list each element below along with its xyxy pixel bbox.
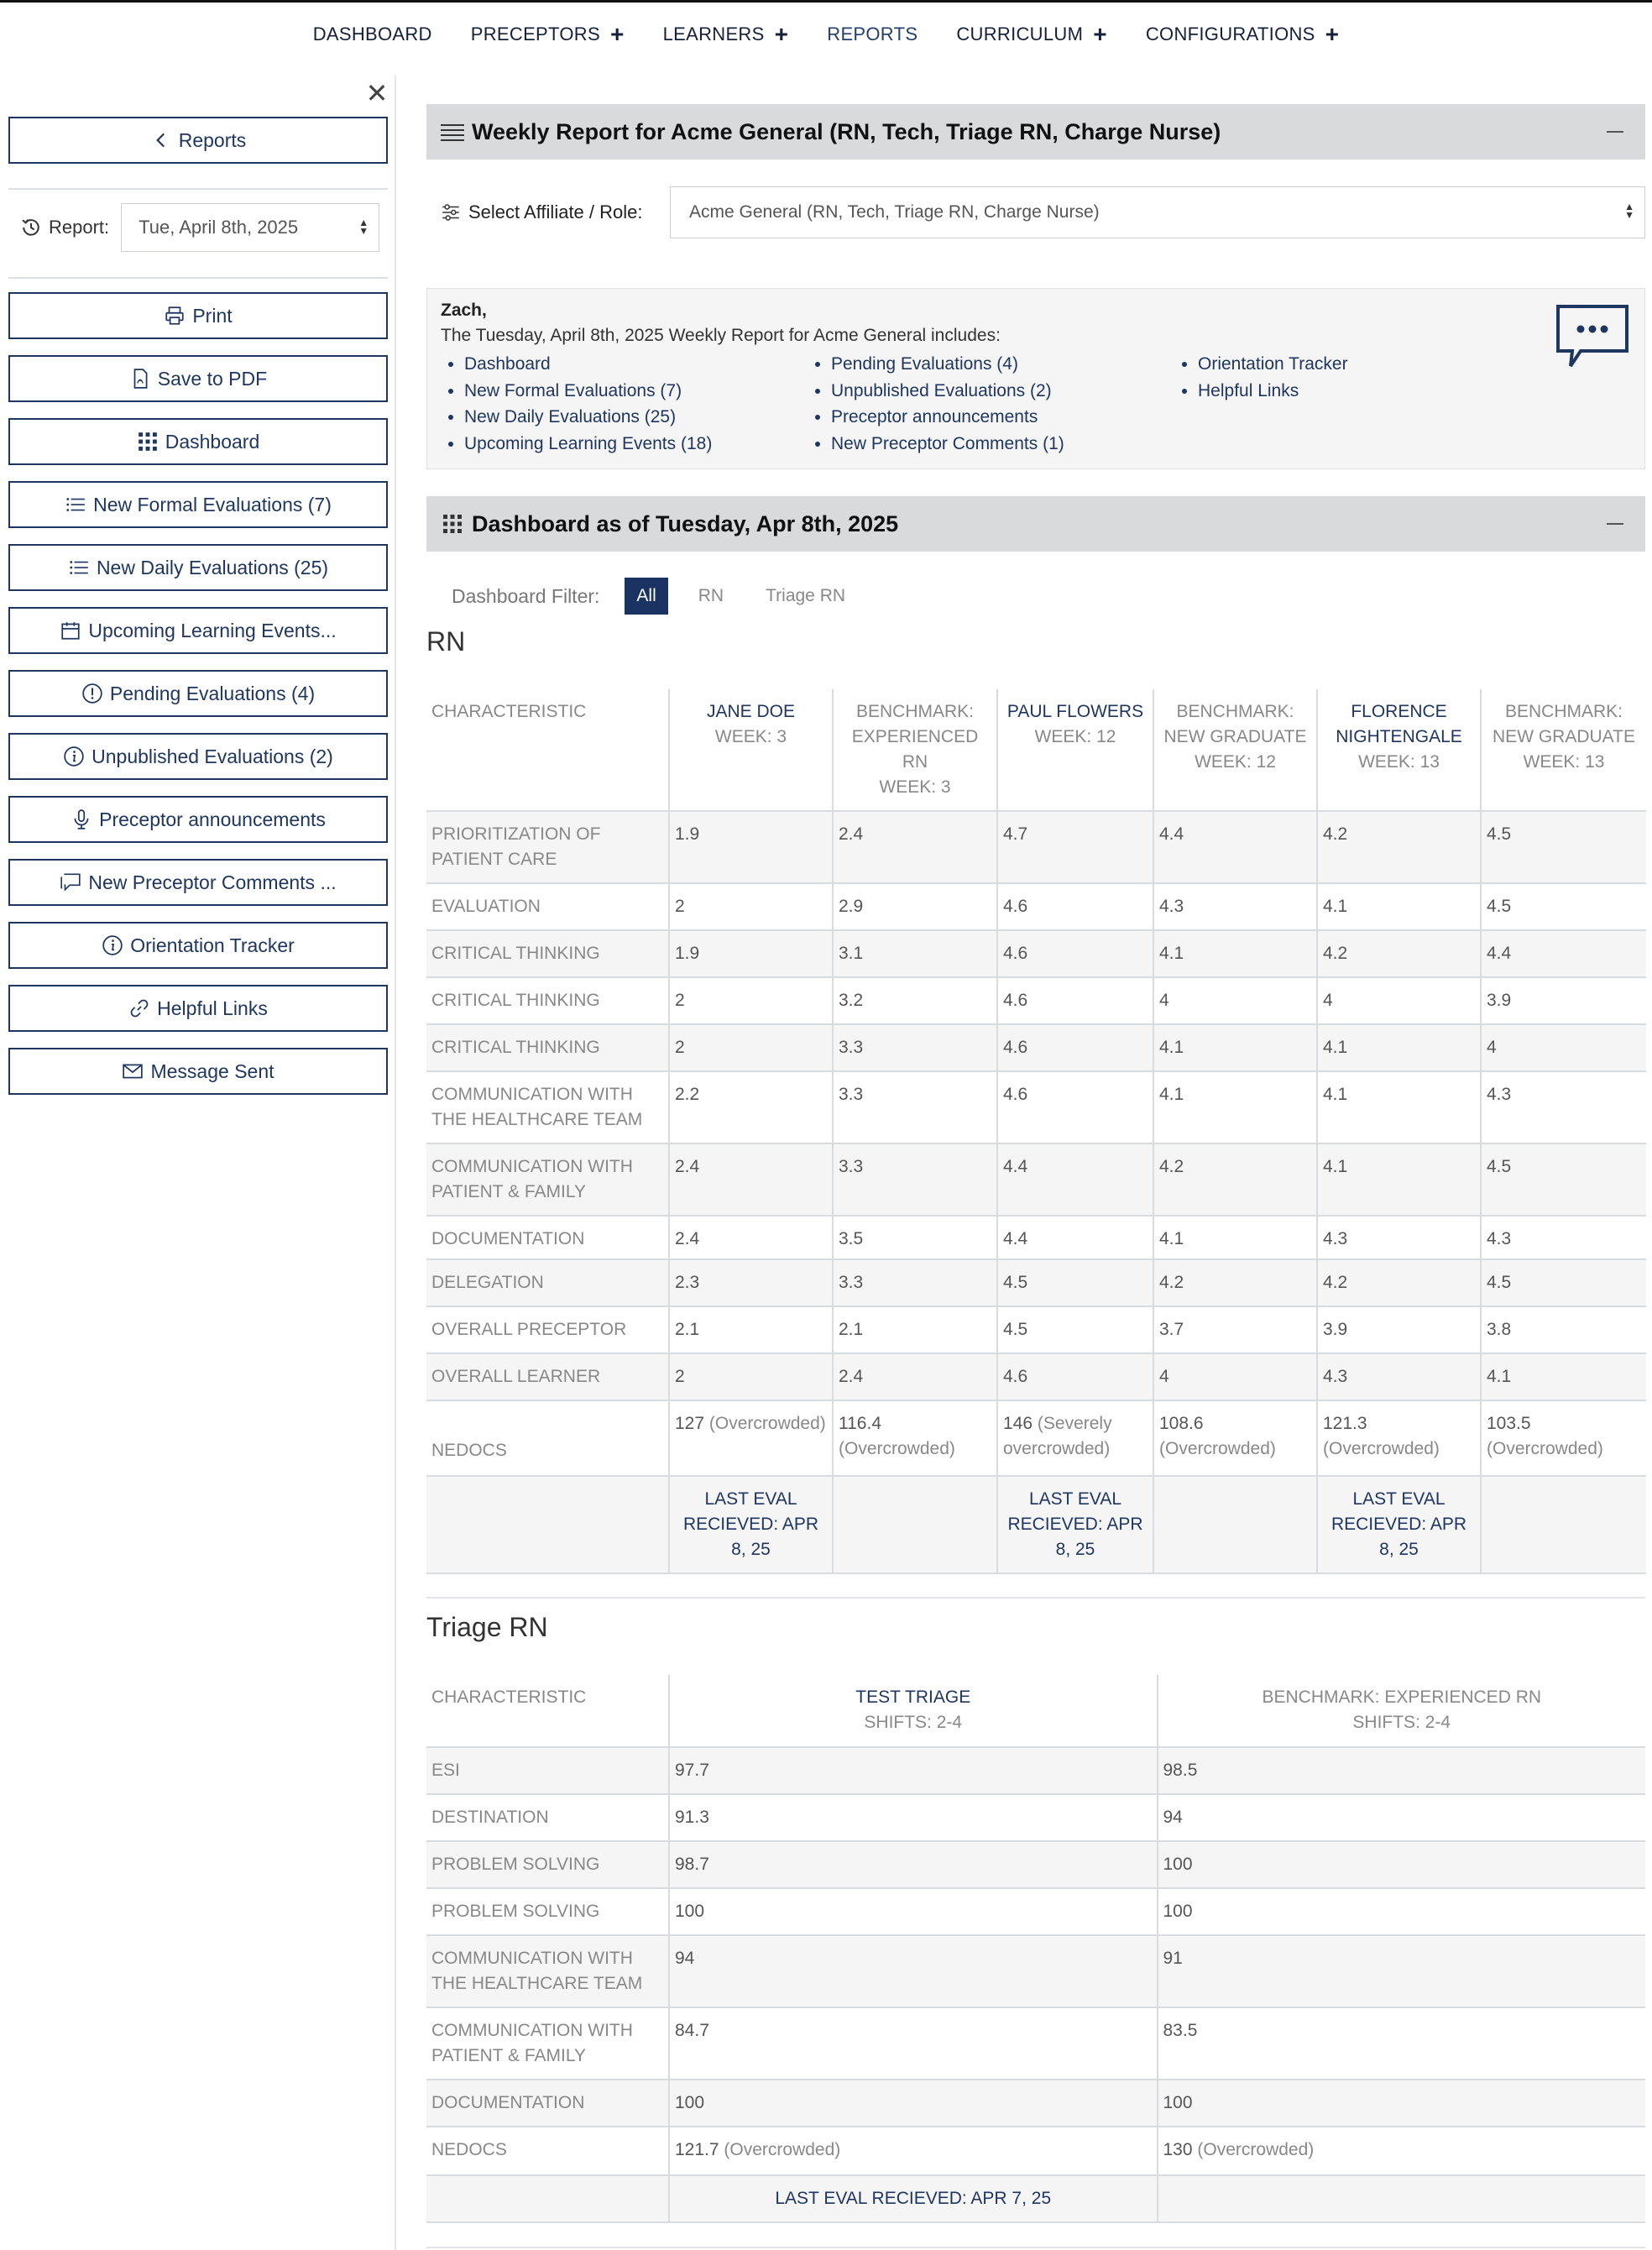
column-name: BENCHMARK: NEW GRADUATE bbox=[1163, 702, 1307, 746]
characteristic-label: COMMUNICATION WITH PATIENT & FAMILY bbox=[426, 1143, 669, 1216]
nav-configurations[interactable] bbox=[1145, 21, 1340, 47]
score-cell: 3.9 bbox=[1481, 977, 1646, 1024]
link-icon bbox=[128, 997, 150, 1019]
score-cell: 4.6 bbox=[997, 883, 1153, 930]
score-cell: 3.3 bbox=[833, 1024, 997, 1071]
report-label-text: Report: bbox=[49, 217, 110, 238]
new-preceptor-comments-button[interactable] bbox=[8, 859, 388, 906]
score-cell: 84.7 bbox=[669, 2007, 1158, 2080]
comment-icon bbox=[60, 871, 81, 893]
score-cell: 4.3 bbox=[1153, 883, 1317, 930]
score-cell: 2.4 bbox=[669, 1216, 833, 1259]
column-name: TEST TRIAGE bbox=[855, 1688, 971, 1707]
score-cell: 4.1 bbox=[1153, 1024, 1317, 1071]
column-subtitle: WEEK: 3 bbox=[879, 777, 951, 797]
sidebar-button-label: Preceptor announcements bbox=[99, 808, 326, 830]
nedocs-value: 108.6 bbox=[1159, 1414, 1204, 1433]
new-daily-evaluations-25-button[interactable] bbox=[8, 544, 388, 591]
nedocs-status: (Overcrowded) bbox=[708, 1414, 826, 1433]
column-subtitle: WEEK: 13 bbox=[1358, 752, 1440, 772]
score-cell: 2 bbox=[669, 1024, 833, 1071]
characteristic-label: OVERALL PRECEPTOR bbox=[426, 1306, 669, 1353]
column-header bbox=[833, 689, 997, 811]
score-cell: 2 bbox=[669, 883, 833, 930]
last-eval-cell: LAST EVAL RECIEVED: APR 7, 25 bbox=[669, 2175, 1158, 2222]
rn-table bbox=[426, 689, 1646, 1574]
envelope-icon bbox=[122, 1060, 144, 1082]
affiliate-row bbox=[426, 186, 1645, 238]
table-row bbox=[426, 1071, 1646, 1143]
score-cell: 4.1 bbox=[1153, 1071, 1317, 1143]
weekly-report-title: Weekly Report for Acme General (RN, Tech, Triage RN, Charge Nurse) bbox=[472, 118, 1221, 144]
score-cell: 3.5 bbox=[833, 1216, 997, 1259]
score-cell: 4.6 bbox=[997, 977, 1153, 1024]
last-eval-cell: LAST EVAL RECIEVED: APR 8, 25 bbox=[669, 1476, 833, 1573]
upcoming-learning-events-button[interactable] bbox=[8, 607, 388, 654]
nav-learners[interactable] bbox=[662, 21, 789, 47]
report-date-value: Tue, April 8th, 2025 bbox=[139, 217, 299, 238]
score-cell: 3.8 bbox=[1481, 1306, 1646, 1353]
sliders-icon bbox=[440, 201, 462, 223]
nedocs-value: 116.4 bbox=[839, 1414, 881, 1433]
plus-icon: + bbox=[1325, 21, 1340, 47]
score-cell: 4.4 bbox=[1153, 811, 1317, 883]
nedocs-value: 127 bbox=[675, 1414, 705, 1433]
new-formal-evaluations-7-button[interactable] bbox=[8, 481, 388, 528]
nedocs-cell bbox=[1317, 1400, 1481, 1476]
history-icon bbox=[18, 215, 44, 240]
last-eval-cell bbox=[833, 1476, 997, 1573]
score-cell: 2.1 bbox=[669, 1306, 833, 1353]
nedocs-value: 130 bbox=[1163, 2140, 1193, 2159]
score-cell: 2.4 bbox=[833, 1353, 997, 1400]
score-cell: 2.2 bbox=[669, 1071, 833, 1143]
nav-reports[interactable] bbox=[827, 24, 917, 45]
table-row bbox=[426, 1024, 1646, 1071]
last-eval-cell bbox=[1158, 2175, 1646, 2222]
report-includes-item[interactable]: • Dashboard bbox=[464, 351, 712, 378]
characteristic-label: OVERALL LEARNER bbox=[426, 1353, 669, 1400]
column-name: PAUL FLOWERS bbox=[1006, 702, 1144, 721]
characteristic-label: DOCUMENTATION bbox=[426, 2080, 669, 2127]
nedocs-status: (Overcrowded) bbox=[1487, 1439, 1603, 1458]
dashboard-filter-label: Dashboard Filter: bbox=[452, 584, 600, 607]
report-includes-item[interactable]: • Helpful Links bbox=[1198, 378, 1348, 405]
triage-table bbox=[426, 1675, 1645, 2223]
message-sent-button[interactable] bbox=[8, 1048, 388, 1095]
score-cell: 3.3 bbox=[833, 1259, 997, 1306]
characteristic-label: PROBLEM SOLVING bbox=[426, 1888, 669, 1935]
calendar-icon bbox=[60, 620, 81, 641]
report-label bbox=[18, 215, 109, 240]
info-circle-icon bbox=[102, 934, 123, 956]
back-to-reports-button[interactable] bbox=[8, 117, 388, 164]
score-cell: 4.2 bbox=[1153, 1259, 1317, 1306]
score-cell: 2 bbox=[669, 1353, 833, 1400]
preceptor-announcements-button[interactable] bbox=[8, 796, 388, 843]
score-cell: 94 bbox=[669, 1935, 1158, 2007]
score-cell: 3.7 bbox=[1153, 1306, 1317, 1353]
dashboard-button[interactable] bbox=[8, 418, 388, 465]
column-subtitle: WEEK: 12 bbox=[1195, 752, 1276, 772]
score-cell: 4.2 bbox=[1153, 1143, 1317, 1216]
score-cell: 4.1 bbox=[1153, 1216, 1317, 1259]
plus-icon: + bbox=[774, 21, 789, 47]
back-button-label: Reports bbox=[178, 128, 247, 151]
printer-icon bbox=[164, 305, 186, 327]
score-cell: 4.1 bbox=[1317, 1071, 1481, 1143]
sidebar-divider bbox=[8, 277, 388, 279]
last-eval-row bbox=[426, 2175, 1645, 2222]
nedocs-status: (Overcrowded) bbox=[1197, 2140, 1315, 2159]
score-cell: 94 bbox=[1158, 1794, 1646, 1841]
table-row bbox=[426, 2080, 1645, 2127]
characteristic-header: CHARACTERISTIC bbox=[426, 689, 669, 811]
sidebar-button-label: New Formal Evaluations (7) bbox=[93, 493, 332, 515]
characteristic-label: COMMUNICATION WITH THE HEALTHCARE TEAM bbox=[426, 1935, 669, 2007]
score-cell: 100 bbox=[669, 2080, 1158, 2127]
column-name: BENCHMARK: EXPERIENCED RN bbox=[851, 702, 979, 772]
nedocs-cell bbox=[669, 1400, 833, 1476]
table-row bbox=[426, 1747, 1645, 1794]
score-cell: 4.4 bbox=[1481, 930, 1646, 977]
report-includes-item[interactable]: • New Formal Evaluations (7) bbox=[464, 378, 712, 405]
nedocs-label: NEDOCS bbox=[426, 1400, 669, 1476]
characteristic-label: COMMUNICATION WITH THE HEALTHCARE TEAM bbox=[426, 1071, 669, 1143]
nedocs-status: (Overcrowded) bbox=[724, 2140, 841, 2159]
score-cell: 4 bbox=[1481, 1024, 1646, 1071]
score-cell: 4.6 bbox=[997, 930, 1153, 977]
characteristic-label: CRITICAL THINKING bbox=[426, 1024, 669, 1071]
includes-list-1 bbox=[441, 351, 712, 457]
nedocs-status: (Severely overcrowded) bbox=[1003, 1414, 1112, 1458]
nedocs-value: 121.7 bbox=[675, 2140, 719, 2159]
filter-rn[interactable]: RN bbox=[698, 586, 724, 605]
score-cell: 2 bbox=[669, 977, 833, 1024]
characteristic-label: EVALUATION bbox=[426, 883, 669, 930]
nav-label: CURRICULUM bbox=[956, 24, 1084, 44]
dashboard-header bbox=[426, 496, 1645, 552]
score-cell: 100 bbox=[1158, 1888, 1646, 1935]
characteristic-label: CRITICAL THINKING bbox=[426, 977, 669, 1024]
score-cell: 4.5 bbox=[1481, 1143, 1646, 1216]
score-cell: 4.2 bbox=[1317, 1259, 1481, 1306]
helpful-links-button[interactable] bbox=[8, 985, 388, 1032]
characteristic-label: PRIORITIZATION OF PATIENT CARE bbox=[426, 811, 669, 883]
score-cell: 4 bbox=[1317, 977, 1481, 1024]
sidebar-divider bbox=[8, 188, 388, 190]
menu-lines-icon bbox=[440, 119, 465, 144]
score-cell: 4.1 bbox=[1481, 1353, 1646, 1400]
table-row bbox=[426, 1216, 1646, 1259]
summary-intro: The Tuesday, April 8th, 2025 Weekly Report for Acme General includes: bbox=[441, 326, 1001, 345]
report-includes-item[interactable]: • Upcoming Learning Events (18) bbox=[464, 431, 712, 458]
table-row bbox=[426, 2007, 1645, 2080]
report-date-select[interactable] bbox=[121, 203, 379, 252]
column-header[interactable] bbox=[1317, 689, 1481, 811]
score-cell: 83.5 bbox=[1158, 2007, 1646, 2080]
top-navigation bbox=[0, 3, 1652, 66]
score-cell: 3.1 bbox=[833, 930, 997, 977]
last-eval-label bbox=[426, 2175, 669, 2222]
column-header bbox=[1158, 1675, 1646, 1747]
nav-curriculum[interactable] bbox=[956, 21, 1107, 47]
table-header-row bbox=[426, 689, 1646, 811]
filter-triage-rn[interactable]: Triage RN bbox=[766, 586, 846, 605]
dashboard-filter-row bbox=[452, 578, 876, 615]
affiliate-role-select[interactable] bbox=[670, 186, 1645, 238]
dashboard-title: Dashboard as of Tuesday, Apr 8th, 2025 bbox=[472, 510, 899, 536]
nedocs-row bbox=[426, 2127, 1645, 2175]
table-row bbox=[426, 1935, 1645, 2007]
score-cell: 4.3 bbox=[1481, 1071, 1646, 1143]
nedocs-row bbox=[426, 1400, 1646, 1476]
table-row bbox=[426, 930, 1646, 977]
score-cell: 3.2 bbox=[833, 977, 997, 1024]
characteristic-label: DOCUMENTATION bbox=[426, 1216, 669, 1259]
score-cell: 4.1 bbox=[1317, 1143, 1481, 1216]
score-cell: 3.9 bbox=[1317, 1306, 1481, 1353]
nedocs-cell bbox=[833, 1400, 997, 1476]
nav-label: PRECEPTORS bbox=[470, 24, 600, 44]
last-eval-label bbox=[426, 1476, 669, 1573]
microphone-icon bbox=[71, 808, 92, 830]
includes-list-3 bbox=[1174, 351, 1348, 404]
sidebar-button-label: Pending Evaluations (4) bbox=[109, 682, 316, 704]
score-cell: 4.5 bbox=[1481, 1259, 1646, 1306]
column-header bbox=[1153, 689, 1317, 811]
chat-bubble-icon[interactable] bbox=[1555, 304, 1629, 373]
nav-dashboard[interactable] bbox=[313, 24, 432, 45]
score-cell: 3.3 bbox=[833, 1071, 997, 1143]
save-to-pdf-button[interactable] bbox=[8, 355, 388, 402]
characteristic-label: CRITICAL THINKING bbox=[426, 930, 669, 977]
score-cell: 4.5 bbox=[1481, 883, 1646, 930]
nav-label: DASHBOARD bbox=[312, 24, 432, 44]
sidebar-button-label: Helpful Links bbox=[157, 997, 268, 1019]
score-cell: 1.9 bbox=[669, 811, 833, 883]
score-cell: 2.4 bbox=[669, 1143, 833, 1216]
nedocs-cell bbox=[669, 2127, 1158, 2175]
sidebar bbox=[0, 76, 396, 2250]
pdf-icon bbox=[129, 368, 151, 390]
print-button[interactable] bbox=[8, 292, 388, 339]
column-name: BENCHMARK: EXPERIENCED RN bbox=[1262, 1688, 1542, 1707]
last-eval-cell: LAST EVAL RECIEVED: APR 8, 25 bbox=[997, 1476, 1153, 1573]
sidebar-button-label: Message Sent bbox=[150, 1060, 274, 1082]
rn-section-title: RN bbox=[426, 626, 466, 657]
score-cell: 4.3 bbox=[1317, 1353, 1481, 1400]
characteristic-header: CHARACTERISTIC bbox=[426, 1675, 669, 1747]
collapse-icon[interactable] bbox=[1607, 131, 1623, 133]
column-header[interactable] bbox=[669, 1675, 1158, 1747]
sidebar-button-label: Dashboard bbox=[165, 430, 260, 453]
nedocs-value: 146 bbox=[1003, 1414, 1033, 1433]
score-cell: 2.1 bbox=[833, 1306, 997, 1353]
characteristic-label: DELEGATION bbox=[426, 1259, 669, 1306]
sidebar-button-label: Save to PDF bbox=[157, 367, 268, 390]
score-cell: 4.6 bbox=[997, 1071, 1153, 1143]
column-header[interactable] bbox=[669, 689, 833, 811]
affiliate-role-value: Acme General (RN, Tech, Triage RN, Charge Nurse) bbox=[689, 202, 1100, 222]
orientation-tracker-button[interactable] bbox=[8, 922, 388, 969]
score-cell: 4.7 bbox=[997, 811, 1153, 883]
includes-list-2 bbox=[808, 351, 1064, 457]
report-includes-item[interactable]: • New Preceptor Comments (1) bbox=[831, 431, 1064, 458]
affiliate-label bbox=[426, 186, 670, 238]
score-cell: 4.4 bbox=[997, 1216, 1153, 1259]
table-row bbox=[426, 1888, 1645, 1935]
grid-icon bbox=[440, 511, 465, 536]
nav-label: CONFIGURATIONS bbox=[1145, 24, 1315, 44]
score-cell: 3.3 bbox=[833, 1143, 997, 1216]
report-includes-item[interactable]: • Pending Evaluations (4) bbox=[831, 351, 1064, 378]
column-name: JANE DOE bbox=[706, 702, 796, 721]
column-subtitle: WEEK: 12 bbox=[1034, 727, 1116, 746]
score-cell: 91 bbox=[1158, 1935, 1646, 2007]
nav-label: REPORTS bbox=[827, 24, 918, 44]
score-cell: 91.3 bbox=[669, 1794, 1158, 1841]
table-row bbox=[426, 1841, 1645, 1888]
filter-all[interactable]: All bbox=[625, 578, 667, 615]
chevron-left-icon bbox=[150, 129, 172, 151]
sidebar-button-label: Orientation Tracker bbox=[130, 934, 295, 956]
table-row bbox=[426, 1259, 1646, 1306]
score-cell: 98.7 bbox=[669, 1841, 1158, 1888]
column-subtitle: SHIFTS: 2-4 bbox=[1352, 1713, 1451, 1732]
sidebar-button-label: Upcoming Learning Events... bbox=[88, 619, 337, 641]
report-date-row bbox=[18, 203, 379, 252]
score-cell: 4.2 bbox=[1317, 811, 1481, 883]
score-cell: 4.5 bbox=[997, 1306, 1153, 1353]
report-includes-item[interactable]: • Orientation Tracker bbox=[1198, 351, 1348, 378]
characteristic-label: ESI bbox=[426, 1747, 669, 1794]
list-icon bbox=[65, 494, 86, 515]
score-cell: 100 bbox=[1158, 2080, 1646, 2127]
score-cell: 4 bbox=[1153, 1353, 1317, 1400]
table-row bbox=[426, 1353, 1646, 1400]
score-cell: 4.5 bbox=[1481, 811, 1646, 883]
sidebar-button-label: Print bbox=[192, 304, 233, 327]
greeting: Zach, bbox=[441, 301, 487, 320]
characteristic-label: DESTINATION bbox=[426, 1794, 669, 1841]
nedocs-cell bbox=[1481, 1400, 1646, 1476]
last-eval-cell bbox=[1153, 1476, 1317, 1573]
table-row bbox=[426, 1794, 1645, 1841]
select-arrows-icon: ▲ ▼ bbox=[1624, 201, 1634, 221]
score-cell: 4.1 bbox=[1153, 930, 1317, 977]
column-subtitle: SHIFTS: 2-4 bbox=[864, 1713, 963, 1732]
column-subtitle: WEEK: 3 bbox=[714, 727, 787, 746]
column-subtitle: WEEK: 13 bbox=[1523, 752, 1605, 772]
report-includes-item[interactable]: • New Daily Evaluations (25) bbox=[464, 404, 712, 431]
weekly-report-header bbox=[426, 104, 1645, 160]
info-circle-icon bbox=[63, 746, 85, 767]
characteristic-label: COMMUNICATION WITH PATIENT & FAMILY bbox=[426, 2007, 669, 2080]
score-cell: 2.9 bbox=[833, 883, 997, 930]
list-icon bbox=[68, 557, 90, 578]
score-cell: 1.9 bbox=[669, 930, 833, 977]
score-cell: 4.3 bbox=[1481, 1216, 1646, 1259]
nedocs-status: (Overcrowded) bbox=[839, 1439, 955, 1458]
close-sidebar-icon[interactable]: ✕ bbox=[365, 78, 389, 108]
nav-preceptors[interactable] bbox=[470, 21, 625, 47]
plus-icon: + bbox=[1093, 21, 1107, 47]
unpublished-evaluations-2-button[interactable] bbox=[8, 733, 388, 780]
sidebar-button-label: New Preceptor Comments ... bbox=[88, 871, 337, 893]
score-cell: 4 bbox=[1153, 977, 1317, 1024]
nedocs-value: 103.5 bbox=[1487, 1414, 1531, 1433]
table-row bbox=[426, 811, 1646, 883]
last-eval-cell: LAST EVAL RECIEVED: APR 8, 25 bbox=[1317, 1476, 1481, 1573]
select-arrows-icon: ▲ ▼ bbox=[358, 217, 369, 237]
table-row bbox=[426, 883, 1646, 930]
table-row bbox=[426, 1143, 1646, 1216]
score-cell: 4.5 bbox=[997, 1259, 1153, 1306]
nedocs-cell bbox=[1153, 1400, 1317, 1476]
score-cell: 4.4 bbox=[997, 1143, 1153, 1216]
nedocs-status: (Overcrowded) bbox=[1159, 1439, 1276, 1458]
score-cell: 100 bbox=[1158, 1841, 1646, 1888]
score-cell: 97.7 bbox=[669, 1747, 1158, 1794]
nedocs-value: 121.3 bbox=[1323, 1414, 1367, 1433]
score-cell: 4.1 bbox=[1317, 883, 1481, 930]
score-cell: 98.5 bbox=[1158, 1747, 1646, 1794]
report-summary bbox=[426, 288, 1645, 469]
table-row bbox=[426, 1306, 1646, 1353]
nedocs-status: (Overcrowded) bbox=[1323, 1439, 1440, 1458]
score-cell: 4.1 bbox=[1317, 1024, 1481, 1071]
score-cell: 100 bbox=[669, 1888, 1158, 1935]
last-eval-row bbox=[426, 1476, 1646, 1573]
report-includes-item[interactable]: • Preceptor announcements bbox=[831, 404, 1064, 431]
sidebar-button-label: Unpublished Evaluations (2) bbox=[91, 745, 333, 767]
alert-circle-icon bbox=[81, 683, 103, 704]
table-header-row bbox=[426, 1675, 1645, 1747]
characteristic-label: PROBLEM SOLVING bbox=[426, 1841, 669, 1888]
score-cell: 4.6 bbox=[997, 1353, 1153, 1400]
dashboard-filters bbox=[625, 578, 876, 615]
column-header[interactable] bbox=[997, 689, 1153, 811]
table-row bbox=[426, 977, 1646, 1024]
report-includes-item[interactable]: • Unpublished Evaluations (2) bbox=[831, 378, 1064, 405]
pending-evaluations-4-button[interactable] bbox=[8, 670, 388, 717]
score-cell: 2.3 bbox=[669, 1259, 833, 1306]
score-cell: 4.6 bbox=[997, 1024, 1153, 1071]
grid-icon bbox=[137, 431, 159, 453]
affiliate-label-text: Select Affiliate / Role: bbox=[468, 201, 643, 222]
score-cell: 4.3 bbox=[1317, 1216, 1481, 1259]
section-separator bbox=[426, 2247, 1645, 2248]
sidebar-button-label: New Daily Evaluations (25) bbox=[96, 556, 329, 578]
triage-section-title: Triage RN bbox=[426, 1612, 548, 1642]
nedocs-cell bbox=[1158, 2127, 1646, 2175]
column-name: BENCHMARK: NEW GRADUATE bbox=[1493, 702, 1635, 746]
nedocs-cell bbox=[997, 1400, 1153, 1476]
nav-label: LEARNERS bbox=[662, 24, 765, 44]
score-cell: 2.4 bbox=[833, 811, 997, 883]
column-header bbox=[1481, 689, 1646, 811]
collapse-icon[interactable] bbox=[1607, 523, 1623, 525]
column-name: FLORENCE NIGHTENGALE bbox=[1336, 702, 1462, 746]
last-eval-cell bbox=[1481, 1476, 1646, 1573]
plus-icon: + bbox=[609, 21, 625, 47]
section-separator bbox=[426, 1597, 1645, 1599]
nedocs-label: NEDOCS bbox=[426, 2127, 669, 2175]
score-cell: 4.2 bbox=[1317, 930, 1481, 977]
